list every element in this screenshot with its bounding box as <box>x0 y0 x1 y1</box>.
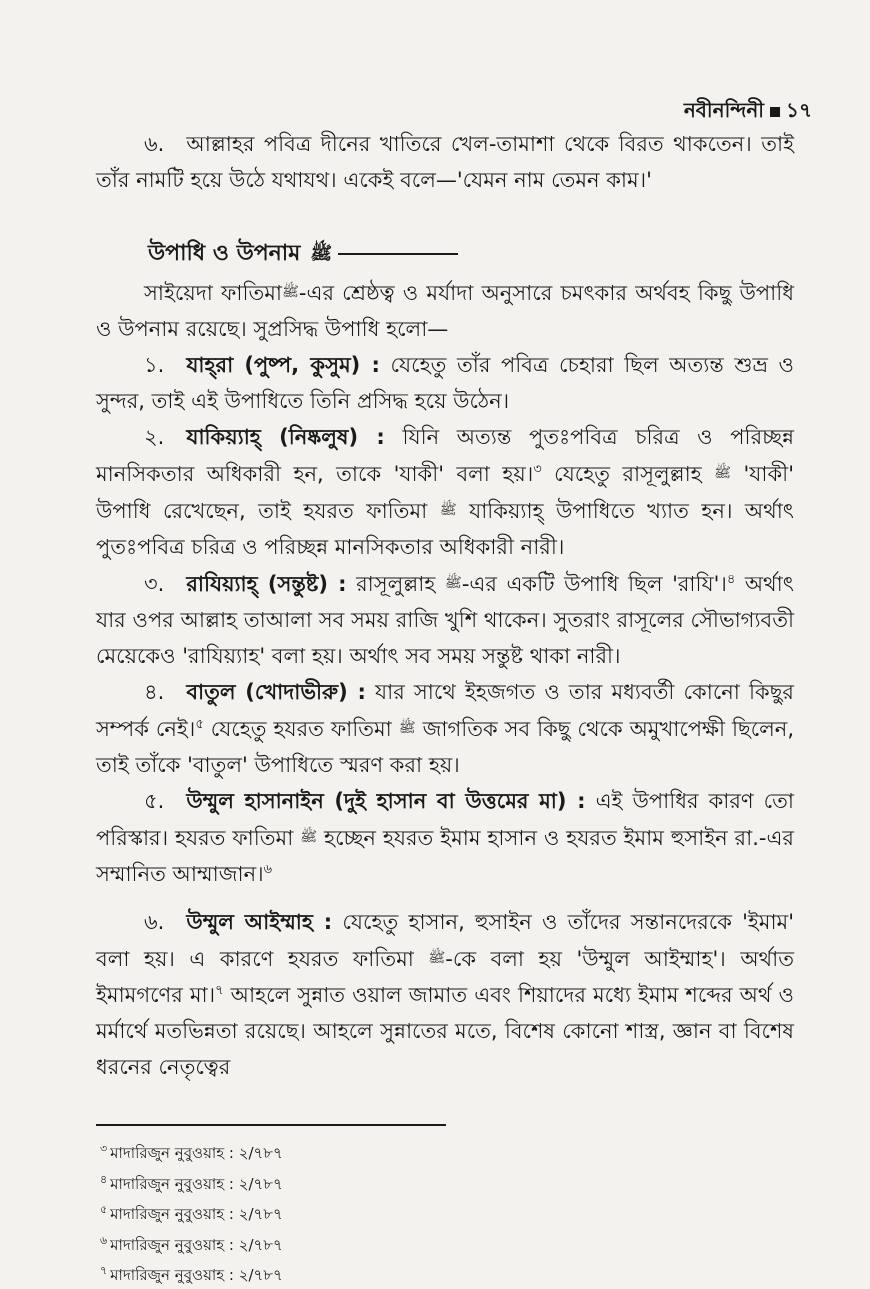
footnote-divider <box>96 1124 446 1126</box>
footnote-text: মাদারিজুন নুবুওয়াহ : ২/৭৮৭ <box>110 1174 283 1193</box>
footnote-text: মাদারিজুন নুবুওয়াহ : ২/৭৮৭ <box>110 1235 283 1254</box>
spacer <box>96 198 794 234</box>
list-item-4 <box>96 674 794 783</box>
footnote-item <box>100 1228 283 1259</box>
item-text: -এর একটি উপাধি ছিল 'রাযি'। <box>461 572 727 596</box>
item-text: এই উপাধির কারণ তো পরিস্কার। হযরত ফাতিমা <box>96 789 794 850</box>
intro-text-end: -এর শ্রেষ্ঠত্ব ও মর্যাদা অনুসারে চমৎকার অর্থবহ কিছু উপাধি ও উপনাম রয়েছে। সুপ্রসিদ্ধ উপাধি হলো— <box>96 281 794 341</box>
item-text: যেহেতু রাসূলুল্লাহ <box>554 462 702 486</box>
item-number: ৬. <box>144 132 165 156</box>
running-title: নবীনন্দিনী <box>683 98 765 122</box>
footnote-mark: ৪ <box>100 1172 108 1186</box>
item-number: ৪. <box>144 680 165 704</box>
honorific-icon: ﷺ <box>444 575 462 591</box>
section-heading-title: উপাধি ও উপনাম <box>148 241 301 266</box>
item-term: যাকিয়্যাহ্ (নিষ্কলুষ) : <box>186 425 385 449</box>
intro-paragraph <box>96 274 794 347</box>
item-text: 'যাকী' উপাধি রেখেছেন, তাই হযরত ফাতিমা <box>96 462 794 523</box>
spacer <box>96 892 794 904</box>
footnote-ref[interactable]: ৪ <box>726 572 736 587</box>
paragraph-item-6-continuation <box>96 126 794 198</box>
footnote-ref[interactable]: ৫ <box>195 717 204 732</box>
square-bullet-icon <box>770 107 780 117</box>
item-number: ১. <box>144 353 165 377</box>
item-term: যাহ্‌রা (পুষ্প, কুসুম) : <box>186 353 380 377</box>
item-text: রাসূলুল্লাহ <box>356 572 436 596</box>
item-text: আহলে সুন্নাত ওয়াল জামাত এবং শিয়াদের মধ্যে ইমাম শব্দের অর্থ ও মর্মার্থে মতভিন্নতা রয়েছে। আহলে সুন্নাতের মতে, বিশেষ কোনো শাস্ত্র, জ্ঞান বা বিশেষ ধরনের নেতৃত্বের <box>96 983 794 1079</box>
item-text: যিনি অত্যন্ত পুতঃপবিত্র চরিত্র ও পরিচ্ছন্ন মানসিকতার অধিকারী হন, তাকে 'যাকী' বলা হয়। <box>96 425 794 486</box>
footnote-mark: ৩ <box>100 1142 108 1155</box>
item-text: যেহেতু তাঁর পবিত্র চেহারা ছিল অত্যন্ত শুভ্র ও সুন্দর, তাই এই উপাধিতে তিনি প্রসিদ্ধ হয়ে উঠেন। <box>96 353 794 413</box>
item-text: যেহেতু হযরত ফাতিমা <box>210 717 392 741</box>
footnote-mark: ৭ <box>100 1264 108 1277</box>
list-item-5 <box>96 783 794 892</box>
list-item-3 <box>96 565 794 674</box>
footnote-mark: ৬ <box>100 1233 108 1247</box>
intro-text-start: সাইয়েদা ফাতিমা <box>144 281 282 305</box>
honorific-icon: ﷺ <box>398 720 416 736</box>
honorific-icon: ﷺ <box>439 502 457 518</box>
page-number: ১৭ <box>786 98 812 122</box>
ornament-icon: ﷺ <box>310 243 333 264</box>
footnote-item <box>100 1136 283 1167</box>
item-text: জাগতিক সব কিছু থেকে অমুখাপেক্ষী ছিলেন, তাই তাঁকে 'বাতুল' উপাধিতে স্মরণ করা হয়। <box>96 717 795 777</box>
honorific-icon: ﷺ <box>300 829 318 845</box>
running-header <box>684 96 812 129</box>
item-text: যেহেতু হাসান, হুসাইন ও তাঁদের সন্তানদেরকে 'ইমাম' বলা হয়। এ কারণে হযরত ফাতিমা <box>96 910 794 971</box>
item-text: হচ্ছেন হযরত ইমাম হাসান ও হযরত ইমাম হুসাইন রা.-এর সম্মানিত আম্মাজান। <box>96 826 794 886</box>
footnote-text: মাদারিজুন নুবুওয়াহ : ২/৭৮৭ <box>110 1144 283 1162</box>
list-item-6 <box>96 904 794 1085</box>
item-number: ২. <box>144 425 165 449</box>
item-term: বাতুল (খোদাভীরু) : <box>186 680 366 704</box>
item-term: উম্মুল আইম্মাহ : <box>186 910 333 934</box>
item-text: যাকিয়্যাহ্ উপাধিতে খ্যাত হন। অর্থাৎ পুতঃপবিত্র চরিত্র ও পরিচ্ছন্ন মানসিকতার অধিকারী নারী। <box>96 499 795 559</box>
footnote-text: মাদারিজুন নুবুওয়াহ : ২/৭৮৭ <box>110 1266 283 1284</box>
item-number: ৩. <box>144 572 165 596</box>
footnote-item <box>100 1197 283 1228</box>
item-number: ৬. <box>144 910 165 934</box>
item-term: রাযিয়্যাহ্ (সন্তুষ্ট) : <box>186 572 347 596</box>
footnote-text: মাদারিজুন নুবুওয়াহ : ২/৭৮৭ <box>110 1205 283 1223</box>
list-item-2 <box>96 419 794 565</box>
list-item-1 <box>96 347 794 419</box>
honorific-icon: ﷺ <box>281 284 299 300</box>
item-text: যার সাথে ইহজগত ও তার মধ্যবর্তী কোনো কিছুর সম্পর্ক নেই। <box>96 680 794 741</box>
item-number: ৫. <box>144 789 165 813</box>
item-term: উম্মুল হাসানাইন (দুই হাসান বা উত্তমের মা) : <box>186 789 586 813</box>
footnote-ref[interactable]: ৩ <box>533 462 542 477</box>
honorific-icon: ﷺ <box>428 950 446 966</box>
footnote-ref[interactable]: ৭ <box>215 983 224 998</box>
item-text: অর্থাৎ যার ওপর আল্লাহ তাআলা সব সময় রাজি খুশি থাকেন। সুতরাং রাসূলের সৌভাগ্যবতী মেয়েকেও 'রাযিয়্যাহ' বলা হয়। অর্থাৎ সব সময় সন্তুষ্ট থাকা নারী। <box>96 572 794 668</box>
page-body <box>96 126 794 1085</box>
item-text: -কে বলা হয় 'উম্মুল আইম্মাহ'। অর্থাত ইমামগণের মা। <box>96 947 794 1007</box>
footnote-ref[interactable]: ৬ <box>263 862 273 877</box>
honorific-icon: ﷺ <box>714 465 732 481</box>
heading-rule <box>338 253 458 255</box>
footnote-item <box>100 1258 283 1289</box>
paragraph-text: আল্লাহর পবিত্র দীনের খাতিরে খেল-তামাশা থেকে বিরত থাকতেন। তাই তাঁর নামটি হয়ে উঠে যথাযথ। একেই বলে—'যেমন নাম তেমন কাম।' <box>96 132 794 192</box>
section-heading <box>148 234 794 274</box>
footnote-item <box>100 1167 283 1198</box>
footnote-mark: ৫ <box>100 1203 108 1216</box>
